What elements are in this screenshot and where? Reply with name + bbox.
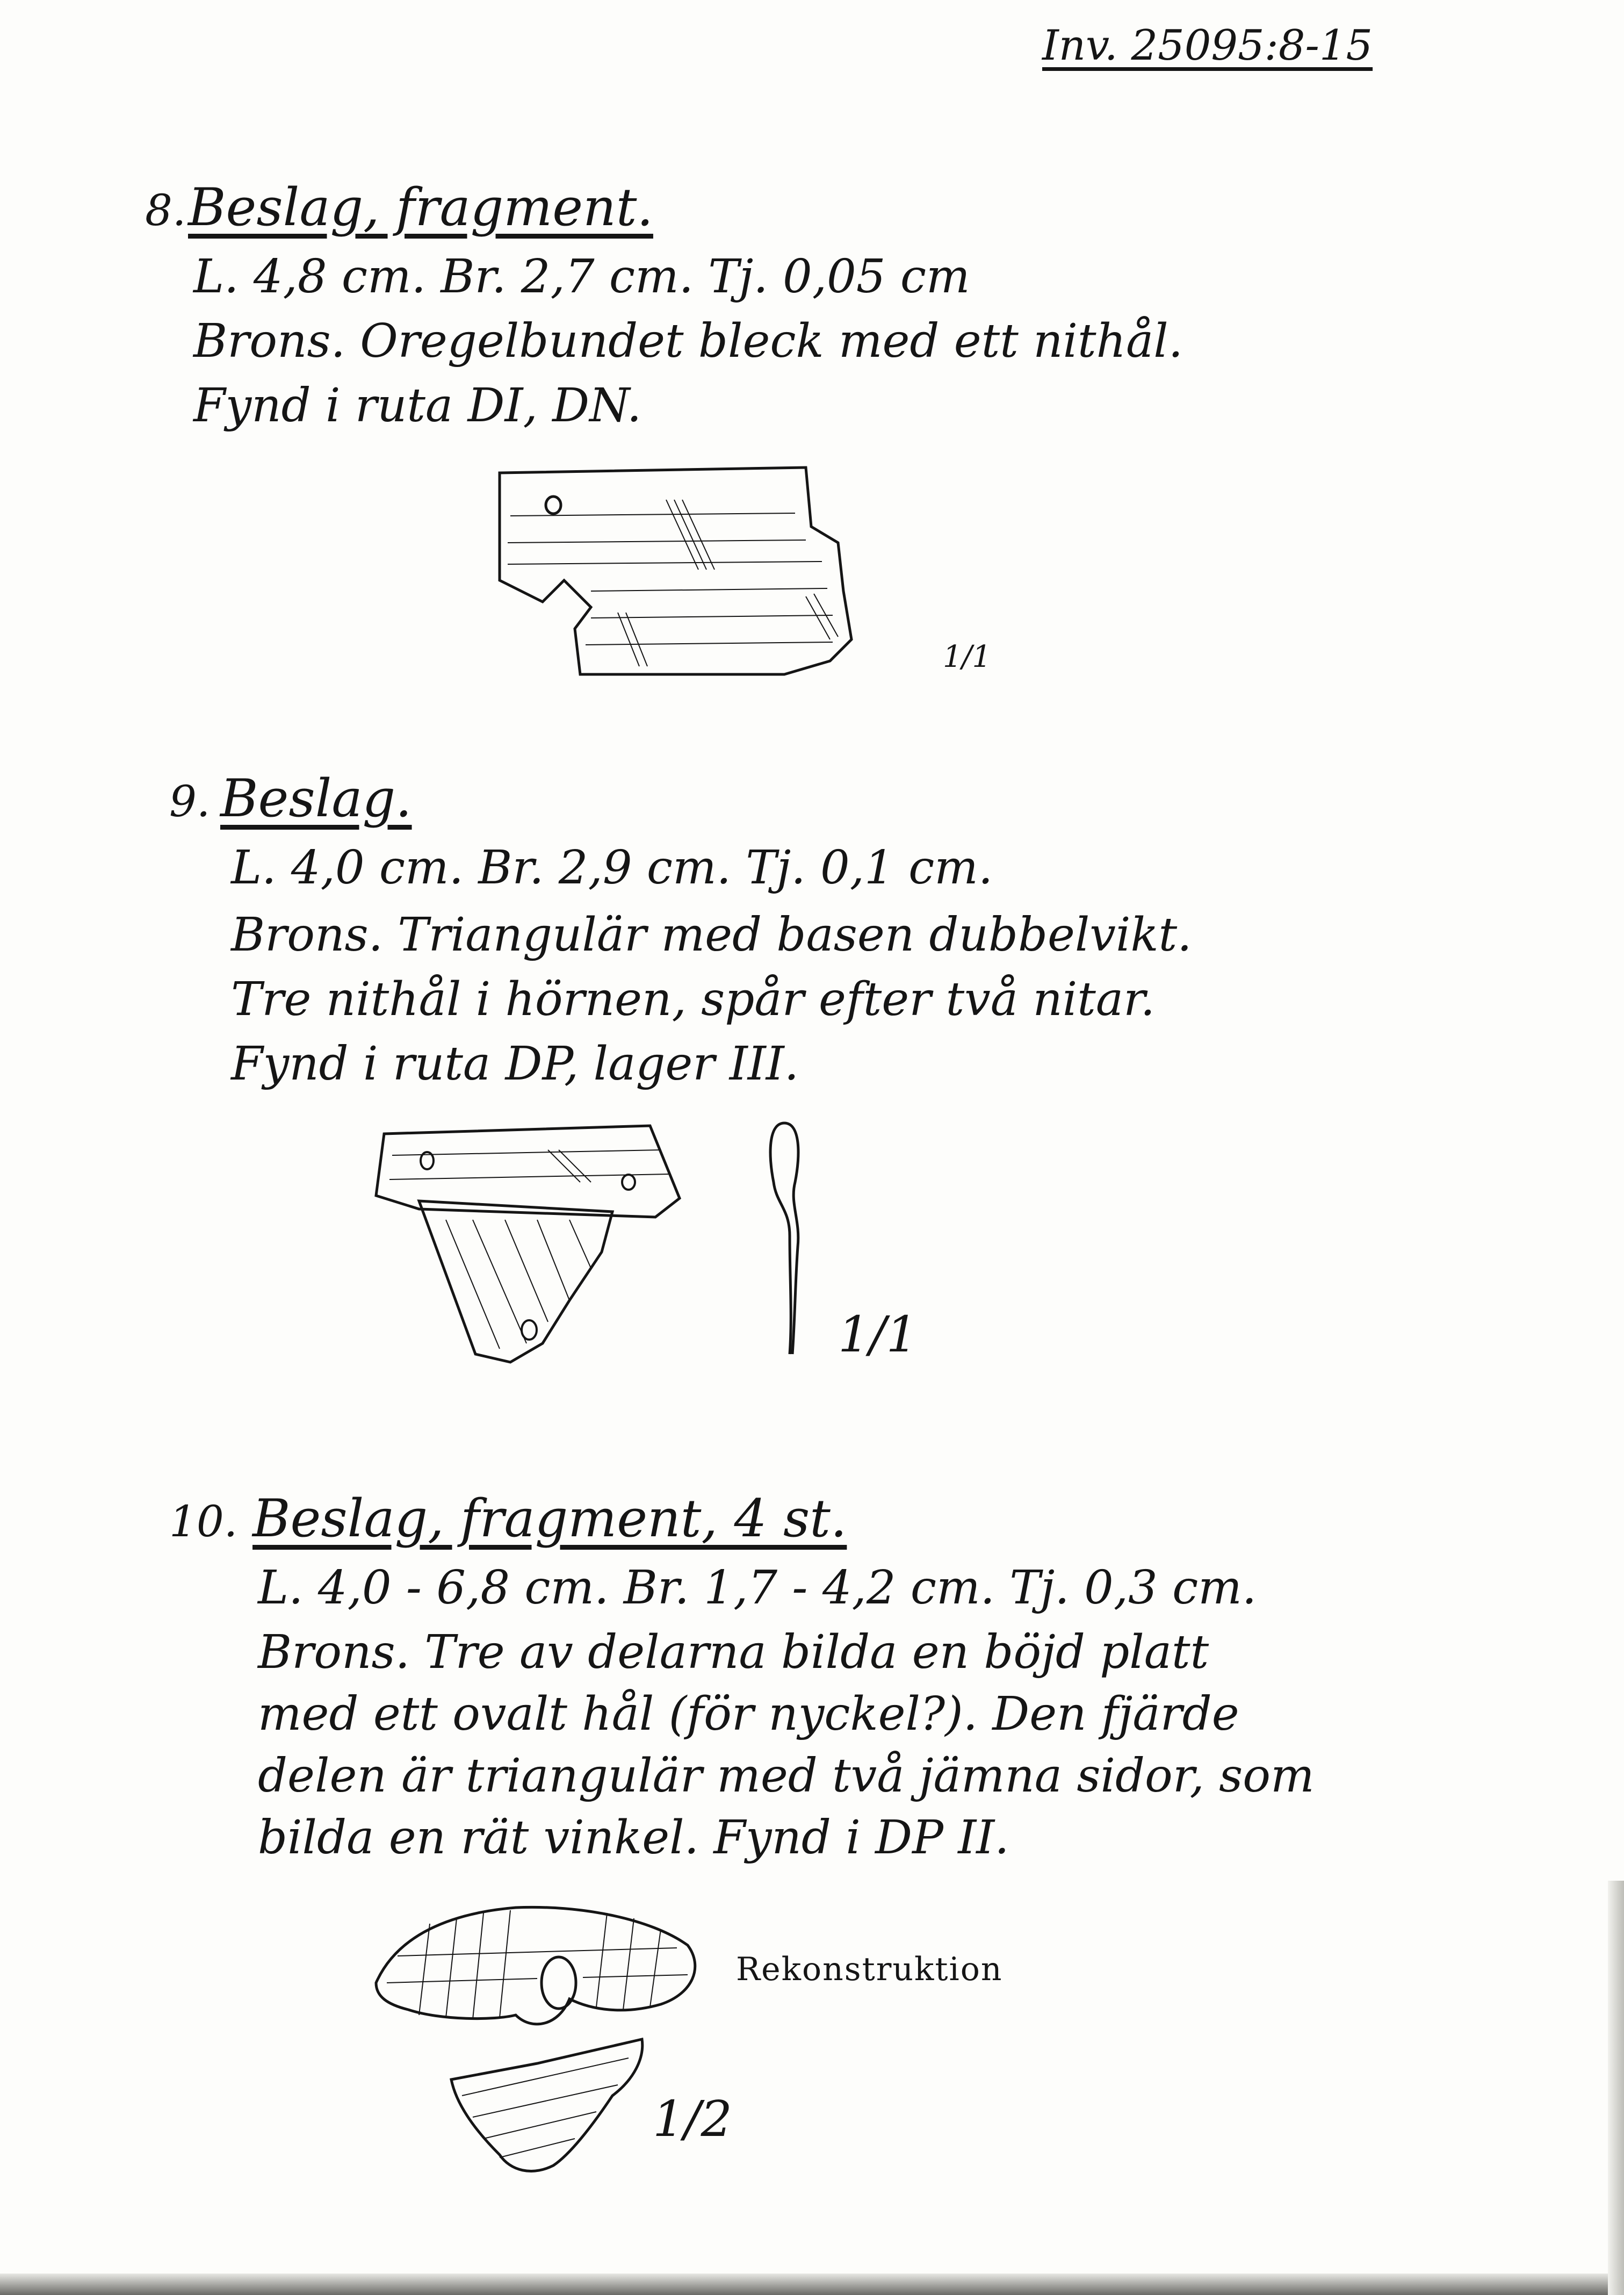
entry-9-scale: 1/1 [838,1306,918,1363]
entry-10-line-4: delen är triangulär med två jämna sidor, som [258,1749,1315,1803]
entry-10-title: Beslag, fragment, 4 st. [252,1488,847,1549]
inventory-number: Inv. 25095:8-15 [1042,21,1373,70]
entry-10-line-5: bilda en rät vinkel. Fynd i DP II. [258,1811,1009,1865]
entry-10-number: 10. [169,1497,238,1546]
entry-9-line-4: Fynd i ruta DP, lager III. [231,1037,799,1091]
entry-8-number: 8. [145,185,186,235]
entry-10-line-2: Brons. Tre av delarna bilda en böjd platt [258,1625,1209,1679]
entry-8-title: Beslag, fragment. [188,177,653,238]
entry-8-scale: 1/1 [943,639,992,674]
entry-10-line-3: med ett ovalt hål (för nyckel?). Den fjärde [258,1687,1239,1741]
entry-10-reconstruction-label: Rekonstruktion [736,1951,1003,1988]
entry-10-scale: 1/2 [653,2090,733,2148]
entry-8-line-3: Fynd i ruta DI, DN. [193,379,642,433]
entry-9-line-1: L. 4,0 cm. Br. 2,9 cm. Tj. 0,1 cm. [231,841,993,895]
entry-9-title: Beslag. [220,768,412,829]
entry-8-line-2: Brons. Oregelbundet bleck med ett nithål. [193,314,1183,368]
entry-8-line-1: L. 4,8 cm. Br. 2,7 cm. Tj. 0,05 cm [193,250,970,304]
entry-9-number: 9. [169,776,211,826]
entry-10-line-1: L. 4,0 - 6,8 cm. Br. 1,7 - 4,2 cm. Tj. 0,3 cm. [258,1561,1257,1615]
entry-9-line-3: Tre nithål i hörnen, spår efter två nitar. [231,973,1156,1026]
entry-9-line-2: Brons. Triangulär med basen dubbelvikt. [231,908,1192,962]
